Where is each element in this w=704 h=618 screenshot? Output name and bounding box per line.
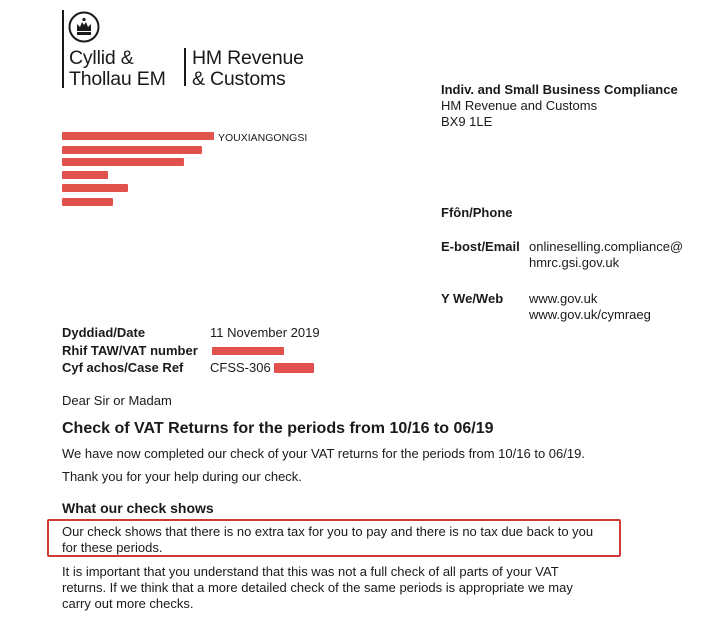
logo-vertical-rule xyxy=(62,10,64,88)
letter-title: Check of VAT Returns for the periods from 10/16 to 06/19 xyxy=(62,420,494,437)
email-line-2: hmrc.gsi.gov.uk xyxy=(529,255,620,270)
paragraph-completed: We have now completed our check of your VAT returns for the periods from 10/16 to 06/19. xyxy=(62,446,585,461)
section-title: What our check shows xyxy=(62,500,214,516)
redaction-bar xyxy=(212,347,284,355)
highlight-line-1: Our check shows that there is no extra tax for you to pay and there is no tax due back to you xyxy=(62,524,594,539)
important-line-1: It is important that you understand that this was not a full check of all parts of your VAT xyxy=(62,564,559,579)
email-value[interactable] xyxy=(529,239,683,271)
english-line-2: & Customs xyxy=(192,68,286,90)
redaction-bar xyxy=(62,184,128,192)
phone-label: Ffôn/Phone xyxy=(441,205,513,220)
email-label: E-bost/Email xyxy=(441,239,520,254)
vat-number-label: Rhif TAW/VAT number xyxy=(62,343,198,358)
highlight-line-2: for these periods. xyxy=(62,540,163,555)
redaction-bar xyxy=(62,146,202,154)
english-line-1: HM Revenue xyxy=(192,47,304,69)
paragraph-important xyxy=(62,564,632,612)
paragraph-thanks: Thank you for your help during our check. xyxy=(62,469,302,484)
sender-org: Indiv. and Small Business Compliance xyxy=(441,82,678,97)
sender-line-2: HM Revenue and Customs xyxy=(441,98,598,113)
dept-name-english xyxy=(192,48,304,90)
redaction-bar xyxy=(62,171,108,179)
web-link-gov[interactable]: www.gov.uk xyxy=(529,291,598,306)
highlighted-result xyxy=(62,524,632,556)
sender-line-3: BX9 1LE xyxy=(441,114,493,129)
welsh-line-2: Thollau EM xyxy=(69,68,166,90)
redaction-bar xyxy=(62,132,214,140)
dept-name-welsh xyxy=(69,48,166,90)
hmrc-logo xyxy=(62,10,322,92)
recipient-name: YOUXIANGONGSI xyxy=(218,132,308,144)
web-value xyxy=(529,291,651,323)
important-line-3: carry out more checks. xyxy=(62,596,194,611)
redaction-bar xyxy=(62,198,113,206)
web-link-cymraeg[interactable]: www.gov.uk/cymraeg xyxy=(529,307,651,322)
important-line-2: returns. If we think that a more detailed check of the same periods is appropriate we may xyxy=(62,580,573,595)
case-ref-value: CFSS-306 xyxy=(210,360,271,375)
email-line-1: onlineselling.compliance@ xyxy=(529,239,684,254)
web-label: Y We/Web xyxy=(441,291,504,306)
date-value: 11 November 2019 xyxy=(210,325,320,340)
salutation: Dear Sir or Madam xyxy=(62,393,172,408)
royal-crest-icon xyxy=(68,11,100,43)
logo-divider xyxy=(184,48,186,86)
redaction-bar xyxy=(274,363,314,373)
date-label: Dyddiad/Date xyxy=(62,325,146,340)
welsh-line-1: Cyllid & xyxy=(69,47,134,69)
sender-address xyxy=(441,82,678,130)
redaction-bar xyxy=(62,158,184,166)
case-ref-label: Cyf achos/Case Ref xyxy=(62,360,184,375)
